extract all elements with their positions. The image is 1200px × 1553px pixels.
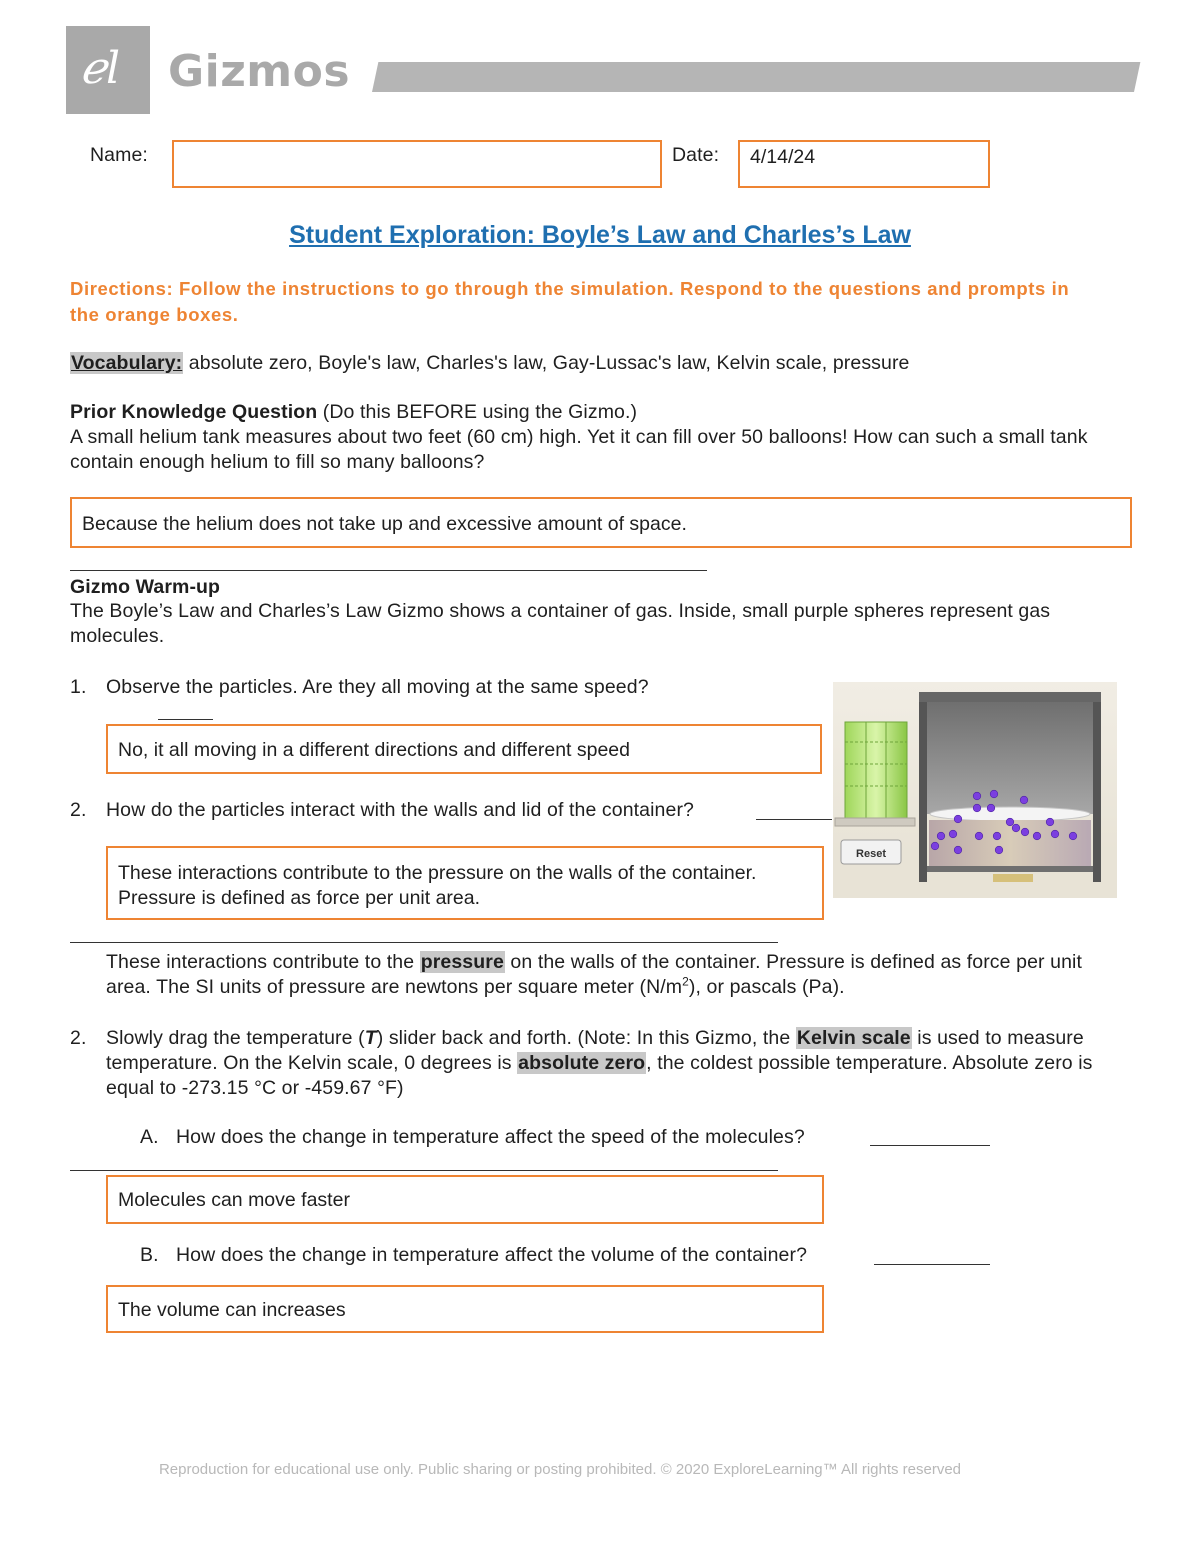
q3a-answer: Molecules can move faster	[118, 1189, 350, 1211]
gizmo-simulation-screenshot	[833, 682, 1117, 898]
explanation-superscript: 2	[682, 974, 689, 989]
q2-blank	[756, 819, 832, 820]
temperature-variable: T	[364, 1027, 377, 1049]
q3a-question: How does the change in temperature affect the speed of the molecules?	[176, 1126, 805, 1148]
q3-text-part2: ) slider back and forth. (Note: In this Gizmo, the	[376, 1027, 796, 1049]
vocabulary-terms: absolute zero, Boyle's law, Charles's law, Gay-Lussac's law, Kelvin scale, pressure	[183, 352, 910, 374]
q3b-answer-box[interactable]	[106, 1285, 824, 1333]
directions: Directions: Follow the instructions to go through the simulation. Respond to the questions and prompts in the orange boxes.	[70, 278, 1070, 325]
name-field[interactable]	[172, 140, 662, 188]
q3b-label: B.	[140, 1244, 159, 1266]
term-kelvin-scale: Kelvin scale	[796, 1027, 911, 1049]
vocabulary-label: Vocabulary:	[71, 352, 183, 374]
q3a-answer-box[interactable]	[106, 1175, 824, 1224]
prior-knowledge-question: A small helium tank measures about two feet (60 cm) high. Yet it can fill over 50 balloons! How can such a small tank contain enough helium to fill so many balloons?	[70, 426, 1088, 473]
separator-line	[70, 570, 707, 571]
q1-number: 1.	[70, 676, 87, 698]
header-bar	[372, 62, 1140, 92]
gas-molecule	[937, 832, 945, 840]
explorelearning-logo-icon: ℯl	[80, 43, 121, 94]
page-title: Student Exploration: Boyle’s Law and Charles’s Law	[289, 221, 911, 249]
brand-name: Gizmos	[168, 46, 351, 97]
gas-molecule	[990, 790, 998, 798]
gas-molecule	[1006, 818, 1014, 826]
gizmos-logo-tile	[66, 26, 150, 114]
q1-question: Observe the particles. Are they all moving at the same speed?	[106, 676, 649, 698]
q3b-question: How does the change in temperature affect the volume of the container?	[176, 1244, 808, 1266]
date-value: 4/14/24	[750, 146, 816, 168]
prior-knowledge-heading: Prior Knowledge Question	[70, 401, 318, 423]
pressure-explanation	[106, 950, 1116, 1000]
prior-knowledge-heading-line	[70, 400, 1150, 425]
q2-number: 2.	[70, 799, 87, 821]
q3-text-part4: , the coldest possible temperature. Absolute zero is equal to -273.15 °C or -459.67 °F)	[106, 1052, 1093, 1099]
gas-molecule	[987, 804, 995, 812]
gas-molecule	[1020, 796, 1028, 804]
vocabulary-line	[70, 351, 1150, 376]
gas-molecule	[973, 804, 981, 812]
q3-text-part1: Slowly drag the temperature (	[106, 1027, 365, 1049]
q1-answer: No, it all moving in a different directions and different speed	[118, 739, 630, 761]
q2-answer-box[interactable]	[106, 846, 824, 920]
footer-copyright: Reproduction for educational use only. Public sharing or posting prohibited. © 2020 ExploreLearning™ All rights reserved	[158, 1461, 962, 1478]
q3a-rule	[70, 1170, 778, 1171]
gas-molecule	[975, 832, 983, 840]
q1-answer-box[interactable]	[106, 724, 822, 774]
q2-question: How do the particles interact with the walls and lid of the container?	[106, 799, 694, 821]
q2-answer: These interactions contribute to the pressure on the walls of the container. Pressure is defined as force per unit area.	[118, 862, 757, 909]
reset-button[interactable]: Reset	[856, 848, 886, 860]
gas-molecule	[1051, 830, 1059, 838]
explanation-part2: on the walls of the container. Pressure is defined as force per unit area. The SI units of pressure are newtons per square meter (N/m	[106, 951, 1082, 998]
gas-molecule	[1069, 832, 1077, 840]
q3a-label: A.	[140, 1126, 159, 1148]
gas-molecule	[973, 792, 981, 800]
gas-molecule	[954, 846, 962, 854]
prior-knowledge-answer-box[interactable]	[70, 497, 1132, 548]
prior-knowledge-note: (Do this BEFORE using the Gizmo.)	[317, 401, 638, 423]
term-absolute-zero: absolute zero	[518, 1052, 646, 1074]
q3-text-part3: is used to measure temperature. On the Kelvin scale, 0 degrees is	[106, 1027, 1084, 1074]
term-pressure: pressure	[420, 951, 504, 973]
date-field[interactable]	[738, 140, 990, 188]
explanation-part3: ), or pascals (Pa).	[688, 976, 845, 998]
simulation-illustration	[833, 682, 1117, 898]
q2-rule	[70, 942, 778, 943]
q3b-blank	[874, 1264, 990, 1265]
gas-molecule	[1021, 828, 1029, 836]
q1-blank	[158, 719, 213, 720]
explanation-part1: These interactions contribute to the	[106, 951, 420, 973]
gas-molecule	[1046, 818, 1054, 826]
q3b-answer: The volume can increases	[118, 1299, 346, 1321]
name-label: Name:	[90, 144, 148, 166]
gas-molecule	[1033, 832, 1041, 840]
prior-knowledge-answer: Because the helium does not take up and excessive amount of space.	[82, 513, 687, 535]
gas-molecule	[954, 815, 962, 823]
gas-molecule	[931, 842, 939, 850]
q3-text	[106, 1026, 1126, 1101]
warmup-intro: The Boyle’s Law and Charles’s Law Gizmo shows a container of gas. Inside, small purple spheres represent gas molecules.	[70, 600, 1051, 647]
q3-number: 2.	[70, 1027, 87, 1049]
gas-molecule	[1012, 824, 1020, 832]
warmup-heading: Gizmo Warm-up	[70, 576, 221, 598]
gas-molecule	[949, 830, 957, 838]
date-label: Date:	[672, 144, 720, 166]
q3a-blank	[870, 1145, 990, 1146]
gas-molecule	[993, 832, 1001, 840]
gas-molecule	[995, 846, 1003, 854]
